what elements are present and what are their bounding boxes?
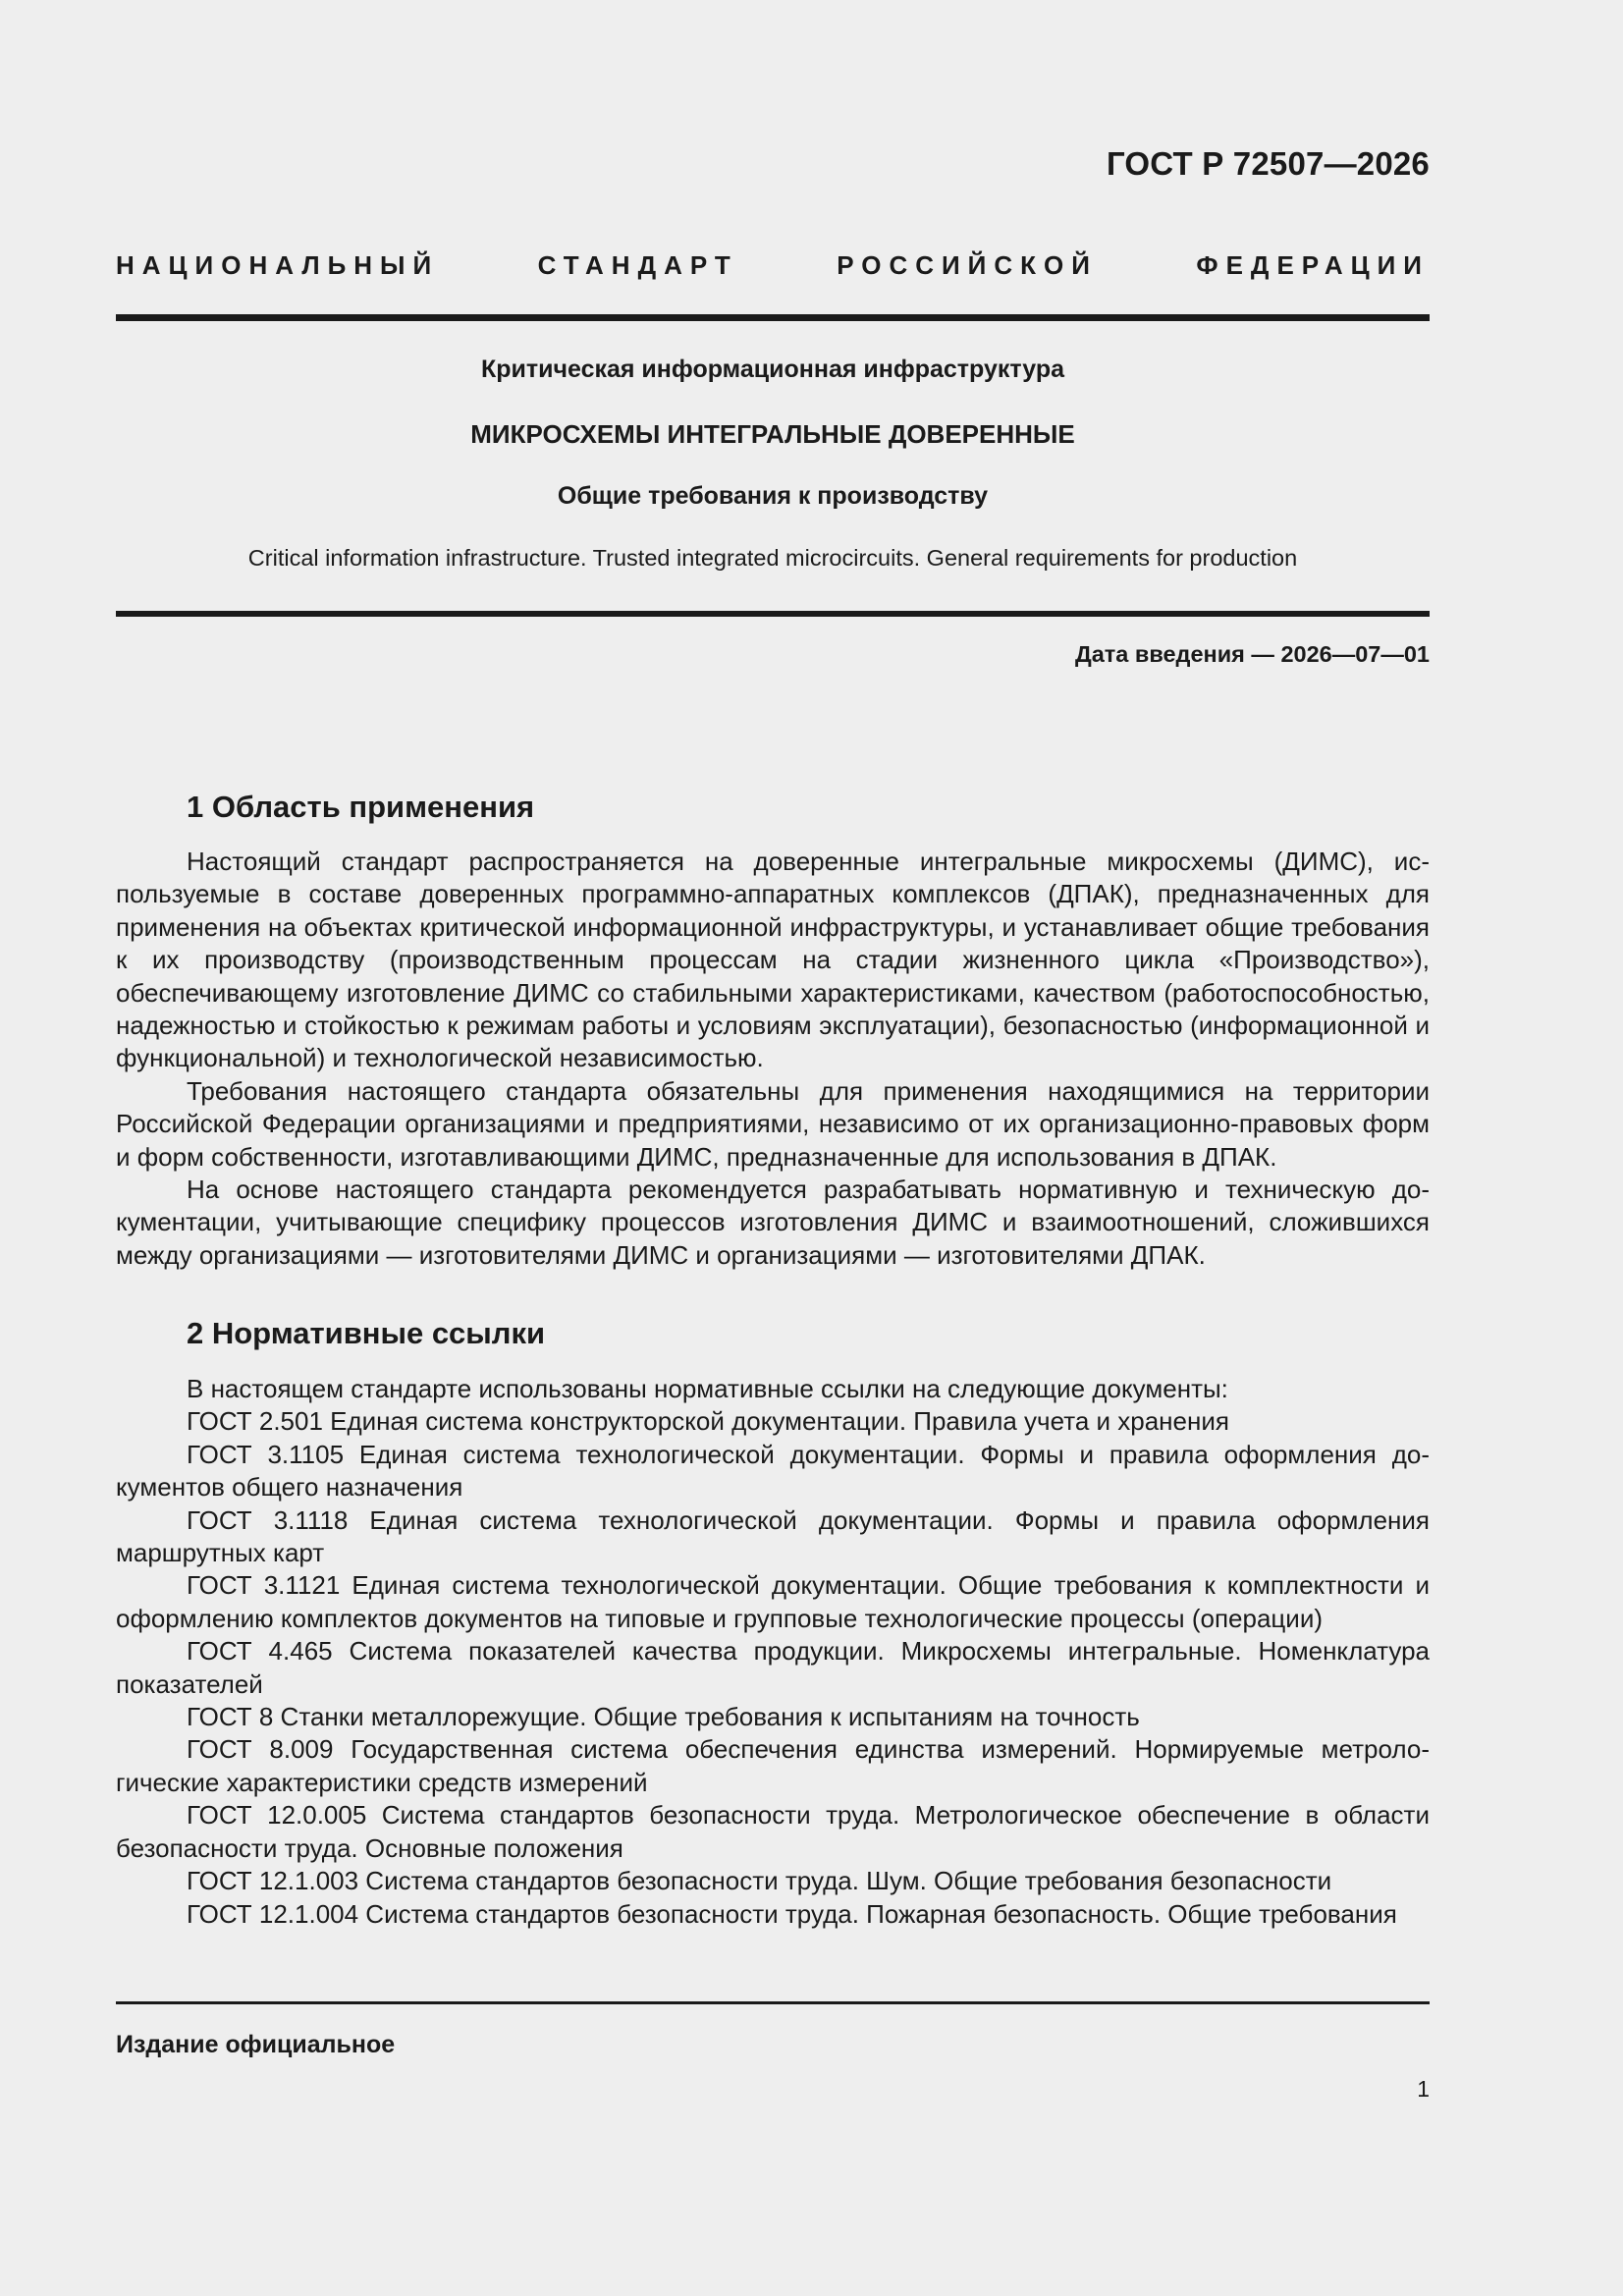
reference-item: ГОСТ 12.1.003 Система стандартов безопасности труда. Шум. Общие требования безопасности [187,1866,1332,1896]
standard-number: ГОСТ Р 72507—2026 [1106,145,1430,182]
reference-item: ГОСТ 2.501 Единая система конструкторской документации. Правила учета и хранения [187,1406,1229,1437]
top-rule [116,314,1430,321]
reference-item: ГОСТ 12.1.004 Система стандартов безопасности труда. Пожарная безопасность. Общие требования [187,1898,1397,1929]
reference-item: ГОСТ 8 Станки металлорежущие. Общие требования к испытаниям на точность [187,1702,1140,1732]
reference-item: ГОСТ 4.465 Система показателей качества продукции. Микросхемы интегральные. Номенклатура показателей [116,1636,1430,1699]
national-standard-caption: НАЦИОНАЛЬНЫЙ СТАНДАРТ РОССИЙСКОЙ ФЕДЕРАЦИИ [116,250,1430,280]
section-2-heading: 2 Нормативные ссылки [187,1316,546,1350]
introduction-date: Дата введения — 2026—07—01 [1074,641,1430,667]
reference-item: ГОСТ 8.009 Государственная система обеспечения единства измерений. Нормируемые метрологические характеристики средств измерений [116,1734,1430,1797]
document-page [116,0,1430,2296]
page-number: 1 [1417,2076,1430,2102]
title-english: Critical information infrastructure. Trusted integrated microcircuits. General requirements for production [247,545,1298,571]
section-1-body [116,846,1430,1272]
official-edition-label: Издание официальное [116,2031,396,2058]
paragraph: Настоящий стандарт распространяется на доверенные интегральные микросхемы (ДИМС), используемые в составе доверенных программно-аппаратных комплексов (ДПАК), предназначенных для применения на объектах критической информационной инфраструктуры, и устанавливает общие требования к их производству (производственным процессам на стадии жизненного цикла «Производство»), обеспечивающему изготовление ДИМС со стабильными характеристиками, качеством (работоспособностью, надежностью и стойкостью к режимам работы и условиям эксплуатации), безопасностью (информационной и функциональной) и технологической независимостью. [116,847,1430,1073]
title-line-1: Критическая информационная инфраструктура [480,355,1065,383]
reference-item: ГОСТ 3.1118 Единая система технологической документации. Формы и правила оформления маршрутных карт [116,1504,1430,1568]
paragraph: В настоящем стандарте использованы нормативные ссылки на следующие документы: [187,1374,1228,1403]
paragraph: На основе настоящего стандарта рекомендуется разрабатывать нормативную и техническую документации, учитывающие специфику процессов изготовления ДИМС и взаимоотношений, сложившихся между организациями — изготовителями ДИМС и организациями — изготовителями ДПАК. [116,1175,1430,1270]
title-line-3: Общие требования к производству [557,482,989,510]
title-line-2: МИКРОСХЕМЫ ИНТЕГРАЛЬНЫЕ ДОВЕРЕННЫЕ [470,419,1075,449]
section-2-body [116,1373,1430,1931]
paragraph: Требования настоящего стандарта обязательны для применения находящимися на территории Российской Федерации организациями и предприятиями, независимо от их организационно-правовых форм и форм собственности, изготавливающими ДИМС, предназначенные для использования в ДПАК. [116,1075,1430,1172]
reference-item: ГОСТ 12.0.005 Система стандартов безопасности труда. Метрологическое обеспечение в области безопасности труда. Основные положения [116,1800,1430,1863]
section-1-heading: 1 Область применения [187,790,535,824]
footer-rule [116,2001,1430,2004]
reference-item: ГОСТ 3.1121 Единая система технологической документации. Общие требования к комплектности и оформлению комплектов документов на типовые и групповые технологические процессы (операции) [116,1570,1430,1633]
title-bottom-rule [116,611,1430,617]
reference-item: ГОСТ 3.1105 Единая система технологической документации. Формы и правила оформления документов общего назначения [116,1439,1430,1503]
